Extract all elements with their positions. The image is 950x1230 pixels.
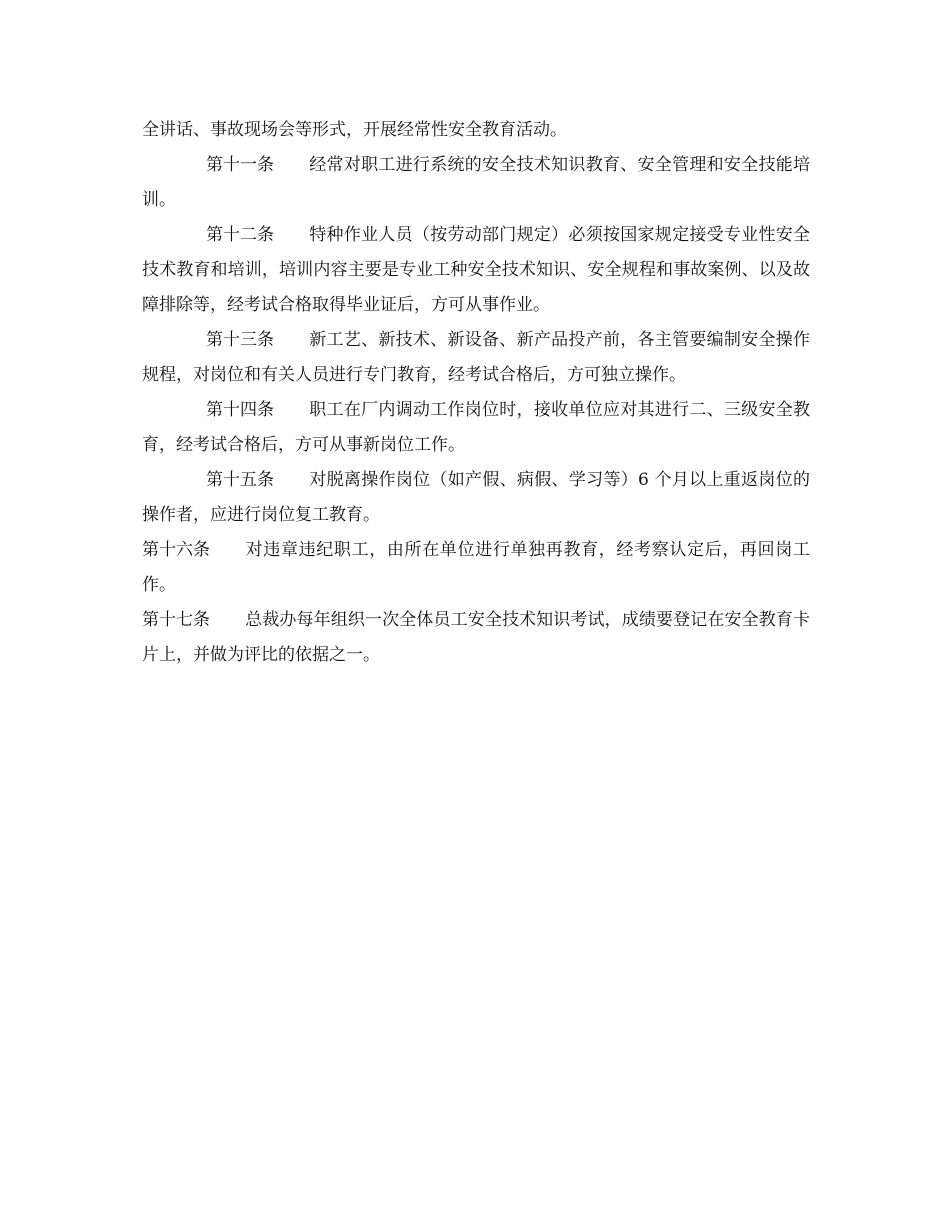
article-12 [142, 218, 810, 323]
article-14 [142, 393, 810, 463]
article-text: 对违章违纪职工，由所在单位进行单独再教育，经考察认定后，再回岗工作。 [142, 540, 810, 595]
article-number: 第十六条 [142, 540, 210, 560]
article-16 [142, 533, 810, 603]
article-number: 第十四条 [206, 400, 274, 420]
article-number: 第十五条 [206, 470, 274, 490]
article-number: 第十三条 [206, 330, 274, 350]
article-text: 新工艺、新技术、新设备、新产品投产前，各主管要编制安全操作规程，对岗位和有关人员进行专门教育，经考试合格后，方可独立操作。 [142, 330, 810, 385]
article-11 [142, 148, 810, 218]
article-number: 第十七条 [142, 610, 210, 630]
article-text: 总裁办每年组织一次全体员工安全技术知识考试，成绩要登记在安全教育卡片上，并做为评比的依据之一。 [142, 610, 810, 665]
continuation-paragraph: 全讲话、事故现场会等形式，开展经常性安全教育活动。 [142, 120, 567, 140]
article-number: 第十二条 [206, 225, 274, 245]
article-text: 经常对职工进行系统的安全技术知识教育、安全管理和安全技能培训。 [142, 155, 810, 210]
article-15 [142, 463, 810, 533]
document-body [142, 113, 810, 673]
article-17 [142, 603, 810, 673]
article-number: 第十一条 [206, 155, 274, 175]
article-text: 对脱离操作岗位（如产假、病假、学习等）6 个月以上重返岗位的操作者，应进行岗位复工教育。 [142, 470, 810, 525]
article-text: 特种作业人员（按劳动部门规定）必须按国家规定接受专业性安全技术教育和培训，培训内容主要是专业工种安全技术知识、安全规程和事故案例、以及故障排除等，经考试合格取得毕业证后，方可从事作业。 [142, 225, 810, 315]
article-13 [142, 323, 810, 393]
article-text: 职工在厂内调动工作岗位时，接收单位应对其进行二、三级安全教育，经考试合格后，方可从事新岗位工作。 [142, 400, 810, 455]
